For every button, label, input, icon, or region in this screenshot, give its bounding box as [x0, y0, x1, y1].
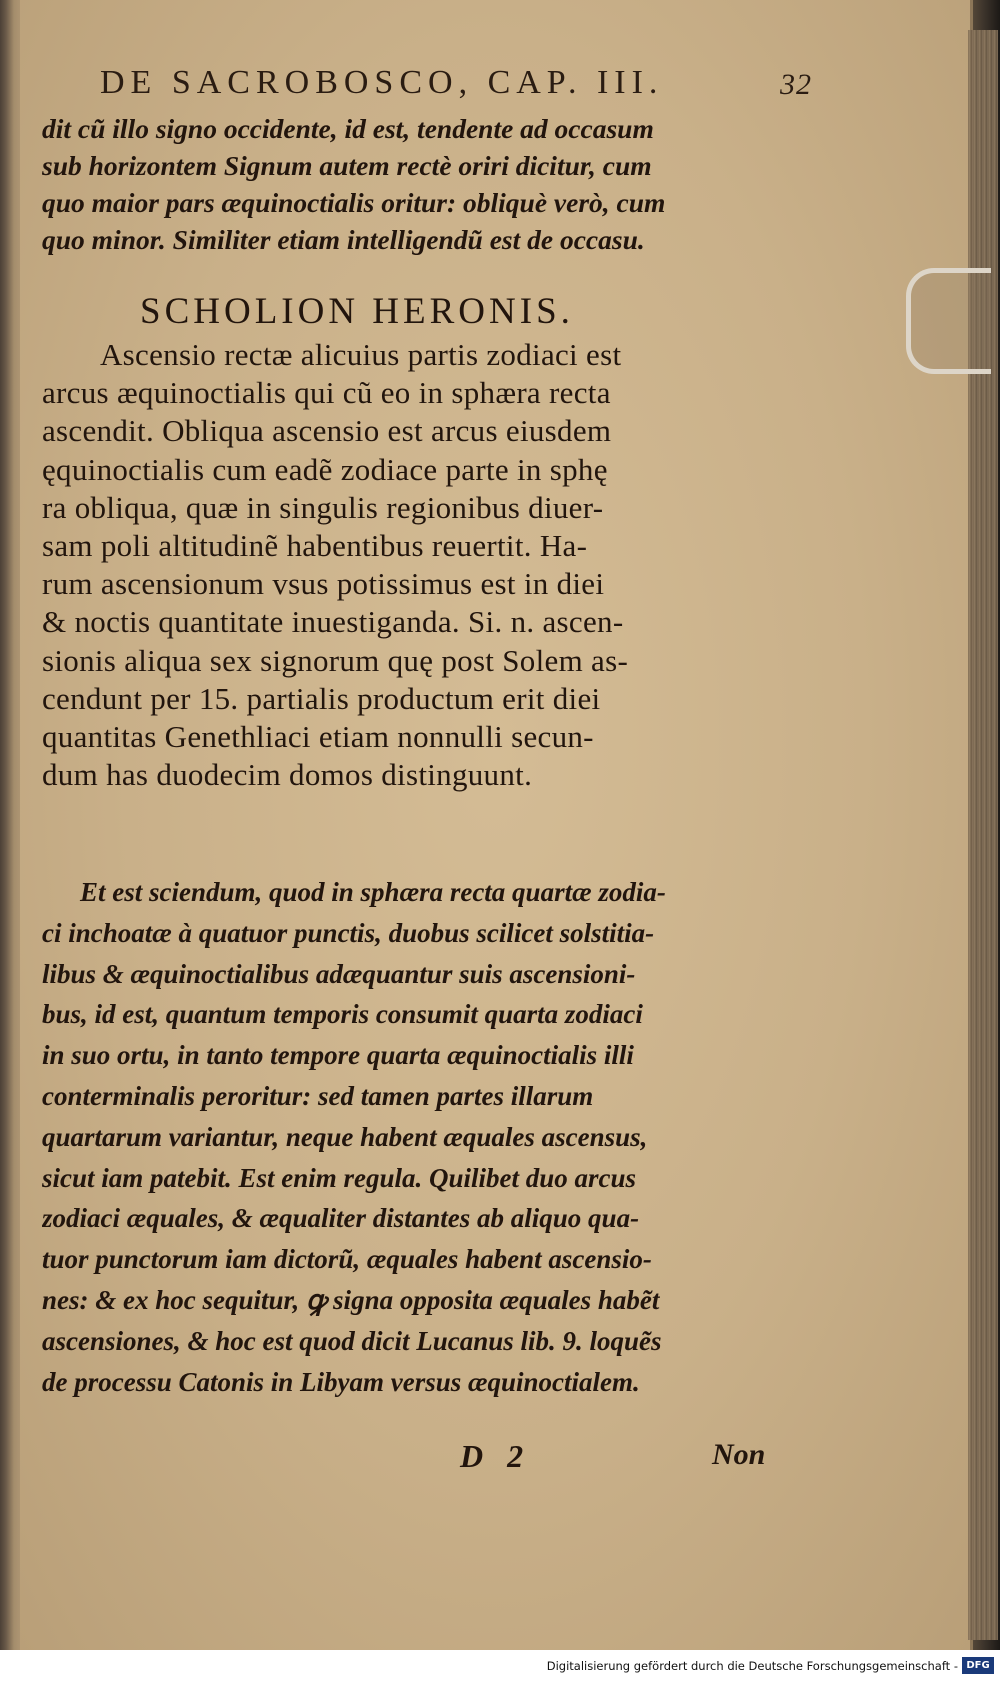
text-line: de processu Catonis in Libyam versus æquinoctialem. — [42, 1366, 640, 1397]
running-head: DE SACROBOSCO, CAP. III. — [100, 64, 664, 101]
text-line: dit cũ illo signo occidente, id est, tendente ad occasum — [42, 113, 654, 144]
text-line: Et est sciendum, quod in sphæra recta quartæ zodia- — [80, 877, 666, 907]
running-head-line — [90, 64, 870, 104]
text-line: & noctis quantitate inuestiganda. Si. n. ascen- — [42, 604, 624, 640]
text-line: zodiaci æquales, & æqualiter distantes ab aliquo qua- — [42, 1203, 640, 1234]
text-line: quartarum variantur, neque habent æquales ascensus, — [42, 1121, 648, 1152]
text-line: ascendit. Obliqua ascensio est arcus eiusdem — [42, 413, 612, 449]
text-line: rum ascensionum vsus potissimus est in diei — [42, 566, 605, 602]
text-line: bus, id est, quantum temporis consumit quarta zodiaci — [42, 999, 643, 1030]
text-line: tuor punctorum iam dictorũ, æquales habent ascensio- — [42, 1244, 652, 1275]
scholion-paragraph — [42, 336, 782, 794]
text-line: Ascensio rectæ alicuius partis zodiaci est — [100, 337, 622, 372]
text-line: quantitas Genethliaci etiam nonnulli secun- — [42, 719, 594, 755]
funding-credit: Digitalisierung gefördert durch die Deutsche Forschungsgemeinschaft - — [546, 1659, 958, 1673]
text-line: nes: & ex hoc sequitur, ꝙ signa opposita æquales habẽt — [42, 1284, 660, 1315]
text-line: sicut iam patebit. Est enim regula. Quilibet duo arcus — [42, 1162, 637, 1193]
text-line: quo minor. Similiter etiam intelligendũ est de occasu. — [42, 224, 645, 255]
text-line: ęquinoctialis cum eadẽ zodiace parte in sphę — [42, 451, 608, 487]
signature-mark: D 2 — [460, 1438, 532, 1474]
text-line: sam poli altitudinẽ habentibus reuertit. Ha- — [42, 528, 588, 564]
folio-number: 32 — [780, 68, 812, 101]
dfg-logo: DFG — [962, 1657, 994, 1674]
text-line: quo maior pars æquinoctialis oritur: obliquè verò, cum — [42, 187, 666, 218]
digitization-footer — [0, 1650, 1000, 1682]
catchword: Non — [712, 1438, 766, 1471]
main-paragraph — [42, 872, 782, 1402]
intro-paragraph — [42, 110, 782, 258]
scholion-heading: SCHOLION HERONIS. — [140, 291, 574, 332]
text-line: ci inchoatæ à quatuor punctis, duobus scilicet solstitia- — [42, 917, 655, 948]
text-line: arcus æquinoctialis qui cũ eo in sphæra recta — [42, 375, 611, 411]
bookmark-clip — [906, 268, 991, 374]
text-line: sub horizontem Signum autem rectè oriri dicitur, cum — [42, 150, 652, 181]
text-line: conterminalis peroritur: sed tamen partes illarum — [42, 1080, 594, 1111]
text-line: libus & æquinoctialibus adæquantur suis ascensioni- — [42, 958, 636, 989]
text-line: sionis aliqua sex signorum quę post Solem as- — [42, 642, 629, 678]
text-line: ascensiones, & hoc est quod dicit Lucanus lib. 9. loquẽs — [42, 1325, 662, 1356]
text-line: dum has duodecim domos distinguunt. — [42, 757, 533, 793]
text-line: in suo ortu, in tanto tempore quarta æquinoctialis illi — [42, 1040, 634, 1071]
text-line: ra obliqua, quæ in singulis regionibus diuer- — [42, 489, 604, 525]
text-line: cendunt per 15. partialis productum erit diei — [42, 680, 601, 716]
